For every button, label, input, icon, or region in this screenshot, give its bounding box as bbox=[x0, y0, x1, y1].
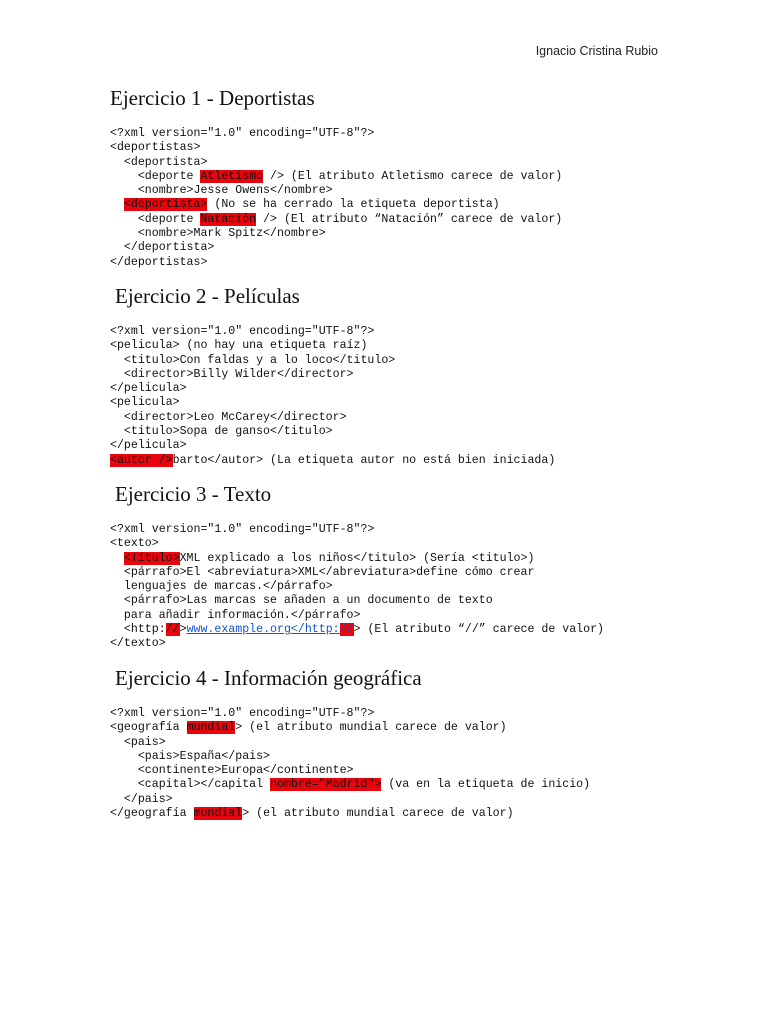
error-highlight: Natación bbox=[200, 212, 257, 226]
example-link[interactable]: // bbox=[339, 623, 354, 637]
code-line bbox=[110, 623, 604, 637]
code-line bbox=[110, 609, 604, 623]
code-line bbox=[110, 807, 590, 821]
code-text: <deportistas> bbox=[110, 141, 201, 155]
code-line bbox=[110, 368, 555, 382]
code-text: <párrafo>Las marcas se añaden a un documento de texto bbox=[110, 594, 493, 608]
code-line bbox=[110, 156, 562, 170]
code-text: <deportista> bbox=[110, 155, 208, 169]
code-line bbox=[110, 736, 590, 750]
code-text bbox=[110, 198, 124, 211]
code-text: <continente>Europa</continente> bbox=[110, 764, 354, 778]
code-text: /> (El atributo “Natación” carece de valor) bbox=[256, 212, 563, 226]
code-text: <?xml version="1.0" encoding="UTF-8"?> bbox=[110, 325, 375, 338]
code-text: <deporte bbox=[110, 212, 201, 226]
code-text: </deportistas> bbox=[110, 255, 208, 269]
code-text: </deportista> bbox=[110, 241, 215, 255]
error-highlight: mundial bbox=[186, 721, 236, 735]
code-line bbox=[110, 382, 555, 396]
error-highlight: mundial bbox=[193, 807, 243, 821]
code-line bbox=[110, 354, 555, 368]
code-line bbox=[110, 396, 555, 410]
code-line bbox=[110, 213, 562, 227]
code-text: <pais> bbox=[110, 735, 166, 749]
error-highlight: // bbox=[165, 623, 180, 637]
example-link[interactable]: www.example.org</http: bbox=[186, 623, 340, 637]
code-line bbox=[110, 184, 562, 198]
code-text: </geografía bbox=[110, 807, 194, 821]
error-highlight: Atletismo bbox=[200, 169, 264, 183]
code-text: <pelicula> (no hay una etiqueta raíz) bbox=[110, 339, 368, 353]
code-line bbox=[110, 425, 555, 439]
code-line bbox=[110, 325, 555, 339]
code-line bbox=[110, 750, 590, 764]
code-line bbox=[110, 637, 604, 651]
code-text: <http: bbox=[110, 623, 166, 637]
code-text: <titulo>Sopa de ganso</titulo> bbox=[110, 425, 333, 439]
ejercicio-1-title: Ejercicio 1 - Deportistas bbox=[110, 86, 315, 110]
code-text: (va en la etiqueta de inicio) bbox=[381, 778, 591, 792]
ejercicio-2-title: Ejercicio 2 - Películas bbox=[115, 284, 300, 308]
code-line bbox=[110, 566, 604, 580]
code-line bbox=[110, 707, 590, 721]
code-line bbox=[110, 198, 562, 212]
code-text: /> (El atributo Atletismo carece de valor) bbox=[263, 169, 563, 183]
code-text: </pais> bbox=[110, 792, 173, 806]
code-line bbox=[110, 537, 604, 551]
code-text: para añadir información.</párrafo> bbox=[110, 608, 361, 622]
code-line bbox=[110, 241, 562, 255]
code-text: <deporte bbox=[110, 169, 201, 183]
code-text: > bbox=[179, 623, 187, 637]
code-text: </pelicula> bbox=[110, 439, 187, 453]
code-line bbox=[110, 227, 562, 241]
code-text: <?xml version="1.0" encoding="UTF-8"?> bbox=[110, 707, 375, 720]
code-text: <pais>España</pais> bbox=[110, 749, 271, 763]
code-text: (No se ha cerrado la etiqueta deportista) bbox=[207, 198, 500, 212]
code-text: <texto> bbox=[110, 537, 159, 551]
ejercicio-2-code bbox=[110, 325, 555, 468]
error-highlight: <deportista> bbox=[123, 198, 208, 212]
code-text: <nombre>Jesse Owens</nombre> bbox=[110, 184, 333, 198]
author-name: Ignacio Cristina Rubio bbox=[535, 44, 658, 58]
code-line bbox=[110, 721, 590, 735]
code-line bbox=[110, 454, 555, 468]
code-line bbox=[110, 552, 604, 566]
code-line bbox=[110, 439, 555, 453]
ejercicio-3-title: Ejercicio 3 - Texto bbox=[115, 482, 272, 506]
code-text: <párrafo>El <abreviatura>XML</abreviatura>define cómo crear bbox=[110, 565, 535, 579]
code-text: </pelicula> bbox=[110, 382, 187, 396]
code-text: <nombre>Mark Spitz</nombre> bbox=[110, 227, 326, 241]
code-text: <titulo>Con faldas y a lo loco</titulo> bbox=[110, 353, 396, 367]
code-line bbox=[110, 127, 562, 141]
error-highlight: <autor /> bbox=[110, 453, 173, 467]
code-text: <director>Leo McCarey</director> bbox=[110, 410, 347, 424]
code-text bbox=[110, 552, 124, 565]
error-highlight: nombre="Madrid"> bbox=[270, 778, 382, 792]
code-line bbox=[110, 594, 604, 608]
code-line bbox=[110, 141, 562, 155]
ejercicio-3-code bbox=[110, 523, 604, 652]
code-text: > (El atributo “//” carece de valor) bbox=[353, 623, 605, 637]
code-line bbox=[110, 580, 604, 594]
code-line bbox=[110, 411, 555, 425]
code-text: > (el atributo mundial carece de valor) bbox=[242, 807, 514, 821]
code-text: <?xml version="1.0" encoding="UTF-8"?> bbox=[110, 127, 375, 140]
code-line bbox=[110, 764, 590, 778]
code-text: XML explicado a los niños</titulo> (Sería <titulo>) bbox=[179, 551, 535, 565]
code-text: <capital></capital bbox=[110, 778, 271, 792]
code-line bbox=[110, 523, 604, 537]
ejercicio-1-code bbox=[110, 127, 562, 270]
code-text: barto</autor> (La etiqueta autor no está bien iniciada) bbox=[172, 453, 556, 467]
ejercicio-4-title: Ejercicio 4 - Información geográfica bbox=[115, 666, 422, 690]
code-text: <pelicula> bbox=[110, 396, 180, 410]
code-text: <?xml version="1.0" encoding="UTF-8"?> bbox=[110, 523, 375, 536]
ejercicio-4-code bbox=[110, 707, 590, 821]
error-highlight: <Titulo> bbox=[123, 551, 180, 565]
code-text: <director>Billy Wilder</director> bbox=[110, 367, 354, 381]
code-line bbox=[110, 256, 562, 270]
code-line bbox=[110, 778, 590, 792]
code-text: lenguajes de marcas.</párrafo> bbox=[110, 580, 333, 594]
code-line bbox=[110, 339, 555, 353]
code-text: > (el atributo mundial carece de valor) bbox=[235, 721, 507, 735]
code-text: <geografía bbox=[110, 721, 187, 735]
code-line bbox=[110, 793, 590, 807]
code-text: </texto> bbox=[110, 637, 166, 651]
code-line bbox=[110, 170, 562, 184]
